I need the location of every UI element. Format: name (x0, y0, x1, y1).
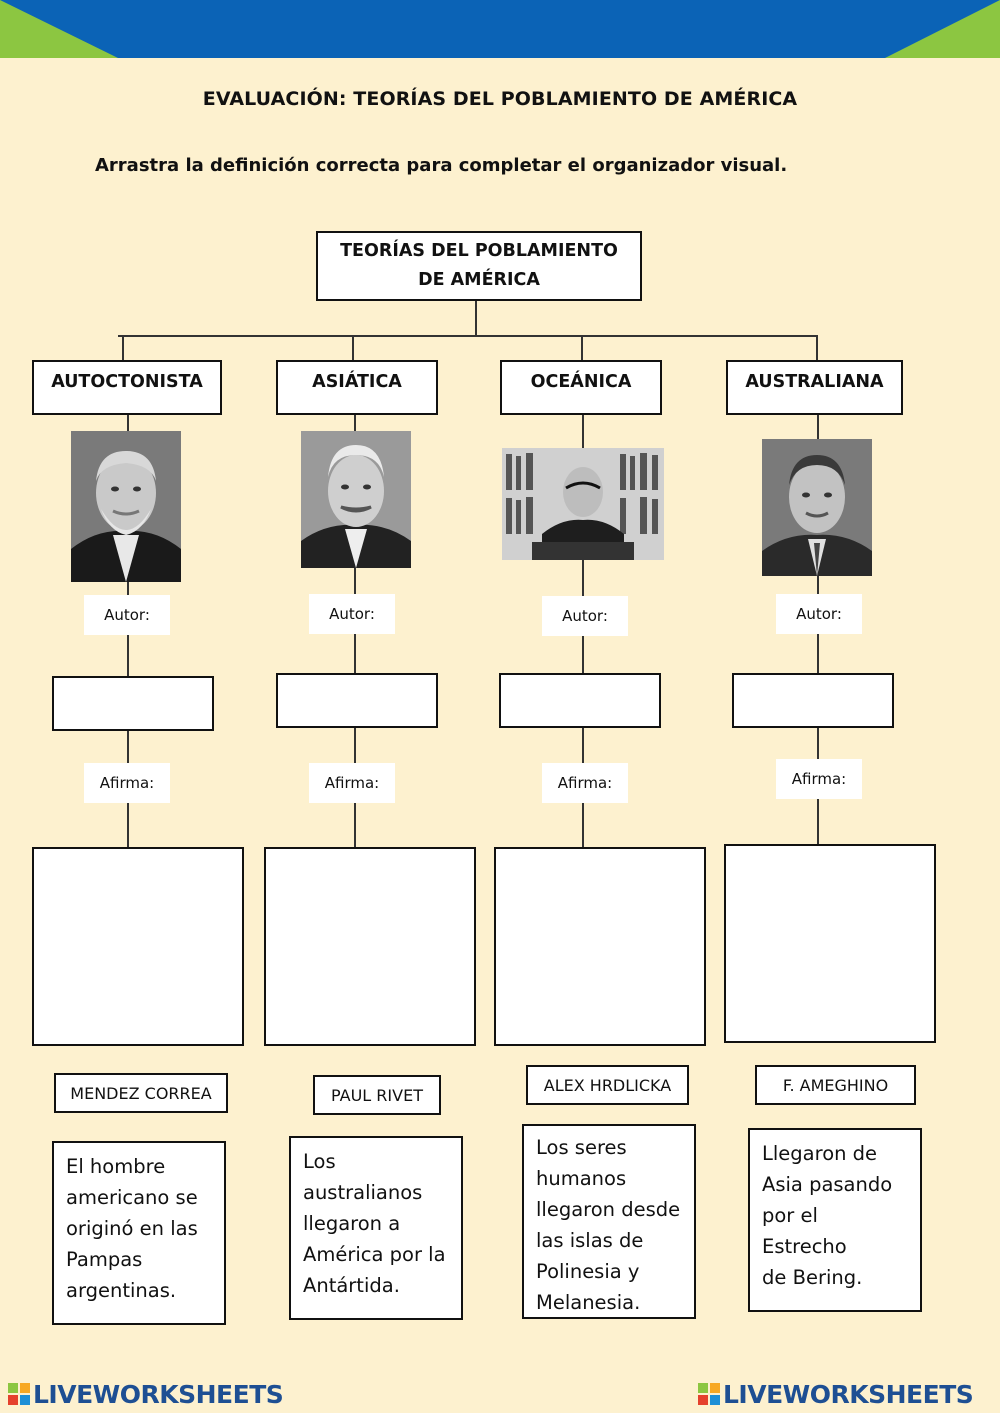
author-label-4: Autor: (776, 594, 862, 634)
connector-horizontal (118, 335, 818, 337)
author-drop-zone-3[interactable] (499, 673, 661, 728)
definition-drop-zone-3[interactable] (494, 847, 706, 1046)
draggable-definition-card-1[interactable] (52, 1141, 226, 1325)
definition-line: Los (303, 1150, 336, 1173)
definition-line: australianos (303, 1181, 423, 1204)
liveworksheets-logo-icon (698, 1383, 720, 1405)
draggable-author-card-3[interactable]: ALEX HRDLICKA (526, 1065, 689, 1105)
definition-line: Melanesia. (536, 1291, 641, 1314)
definition-line: americano se (66, 1186, 198, 1209)
definition-line: llegaron a (303, 1212, 401, 1235)
definition-line: Polinesia y (536, 1260, 640, 1283)
connector-drop-2 (352, 335, 354, 361)
root-theory-box (316, 231, 642, 301)
root-title-line-2: DE AMÉRICA (418, 270, 540, 290)
liveworksheets-logo-icon (8, 1383, 30, 1405)
definition-line: argentinas. (66, 1279, 177, 1302)
definition-line: Llegaron de (762, 1142, 878, 1165)
claim-label-1: Afirma: (84, 763, 170, 803)
theory-name: AUTOCTONISTA (51, 372, 203, 392)
definition-line: Pampas (66, 1248, 143, 1271)
claim-label-4: Afirma: (776, 759, 862, 799)
connector-root-down (475, 301, 477, 335)
footer-logo-right (698, 1381, 973, 1407)
author-drop-zone-1[interactable] (52, 676, 214, 731)
draggable-author-card-4[interactable]: F. AMEGHINO (755, 1065, 916, 1105)
instruction-text: Arrastra la definición correcta para completar el organizador visual. (95, 155, 788, 176)
connector-drop-3 (581, 335, 583, 361)
author-drop-zone-4[interactable] (732, 673, 894, 728)
theory-box-australiana (726, 360, 903, 415)
definition-drop-zone-4[interactable] (724, 844, 936, 1043)
definition-line: por el Estrecho (762, 1204, 847, 1258)
author-label-3: Autor: (542, 596, 628, 636)
author-portrait-4 (762, 439, 872, 576)
definition-drop-zone-2[interactable] (264, 847, 476, 1046)
connector-drop-4 (816, 335, 818, 361)
root-title-line-1: TEORÍAS DEL POBLAMIENTO (340, 241, 618, 261)
definition-line: Antártida. (303, 1274, 400, 1297)
definition-line: Asia pasando (762, 1173, 893, 1196)
definition-line: humanos (536, 1167, 627, 1190)
theory-box-oceanica (500, 360, 662, 415)
author-portrait-3 (502, 448, 664, 560)
draggable-definition-card-4[interactable] (748, 1128, 922, 1312)
definition-line: originó en las (66, 1217, 198, 1240)
footer-logo-left (8, 1381, 283, 1407)
draggable-definition-card-3[interactable] (522, 1124, 696, 1319)
theory-name: OCEÁNICA (530, 372, 632, 392)
header-banner (0, 0, 1000, 60)
theory-box-autoctonista (32, 360, 222, 415)
draggable-definition-card-2[interactable] (289, 1136, 463, 1320)
definition-drop-zone-1[interactable] (32, 847, 244, 1046)
footer-brand-text: LIVEWORKSHEETS (723, 1379, 974, 1409)
claim-label-3: Afirma: (542, 763, 628, 803)
claim-label-2: Afirma: (309, 763, 395, 803)
draggable-author-card-2[interactable]: PAUL RIVET (313, 1075, 441, 1115)
author-label-1: Autor: (84, 595, 170, 635)
definition-line: Los seres (536, 1136, 627, 1159)
footer-brand-text: LIVEWORKSHEETS (33, 1379, 284, 1409)
theory-name: ASIÁTICA (312, 372, 402, 392)
page-title: EVALUACIÓN: TEORÍAS DEL POBLAMIENTO DE AMÉRICA (202, 88, 798, 110)
author-drop-zone-2[interactable] (276, 673, 438, 728)
definition-line: El hombre (66, 1155, 166, 1178)
definition-line: llegaron desde (536, 1198, 681, 1221)
author-portrait-2 (301, 431, 411, 568)
definition-line: las islas de (536, 1229, 644, 1252)
author-label-2: Autor: (309, 594, 395, 634)
definition-line: América por la (303, 1243, 446, 1266)
definition-line: de Bering. (762, 1266, 863, 1289)
theory-box-asiatica (276, 360, 438, 415)
theory-name: AUSTRALIANA (745, 372, 884, 392)
draggable-author-card-1[interactable]: MENDEZ CORREA (54, 1073, 228, 1113)
connector-drop-1 (122, 335, 124, 361)
author-portrait-1 (71, 431, 181, 582)
